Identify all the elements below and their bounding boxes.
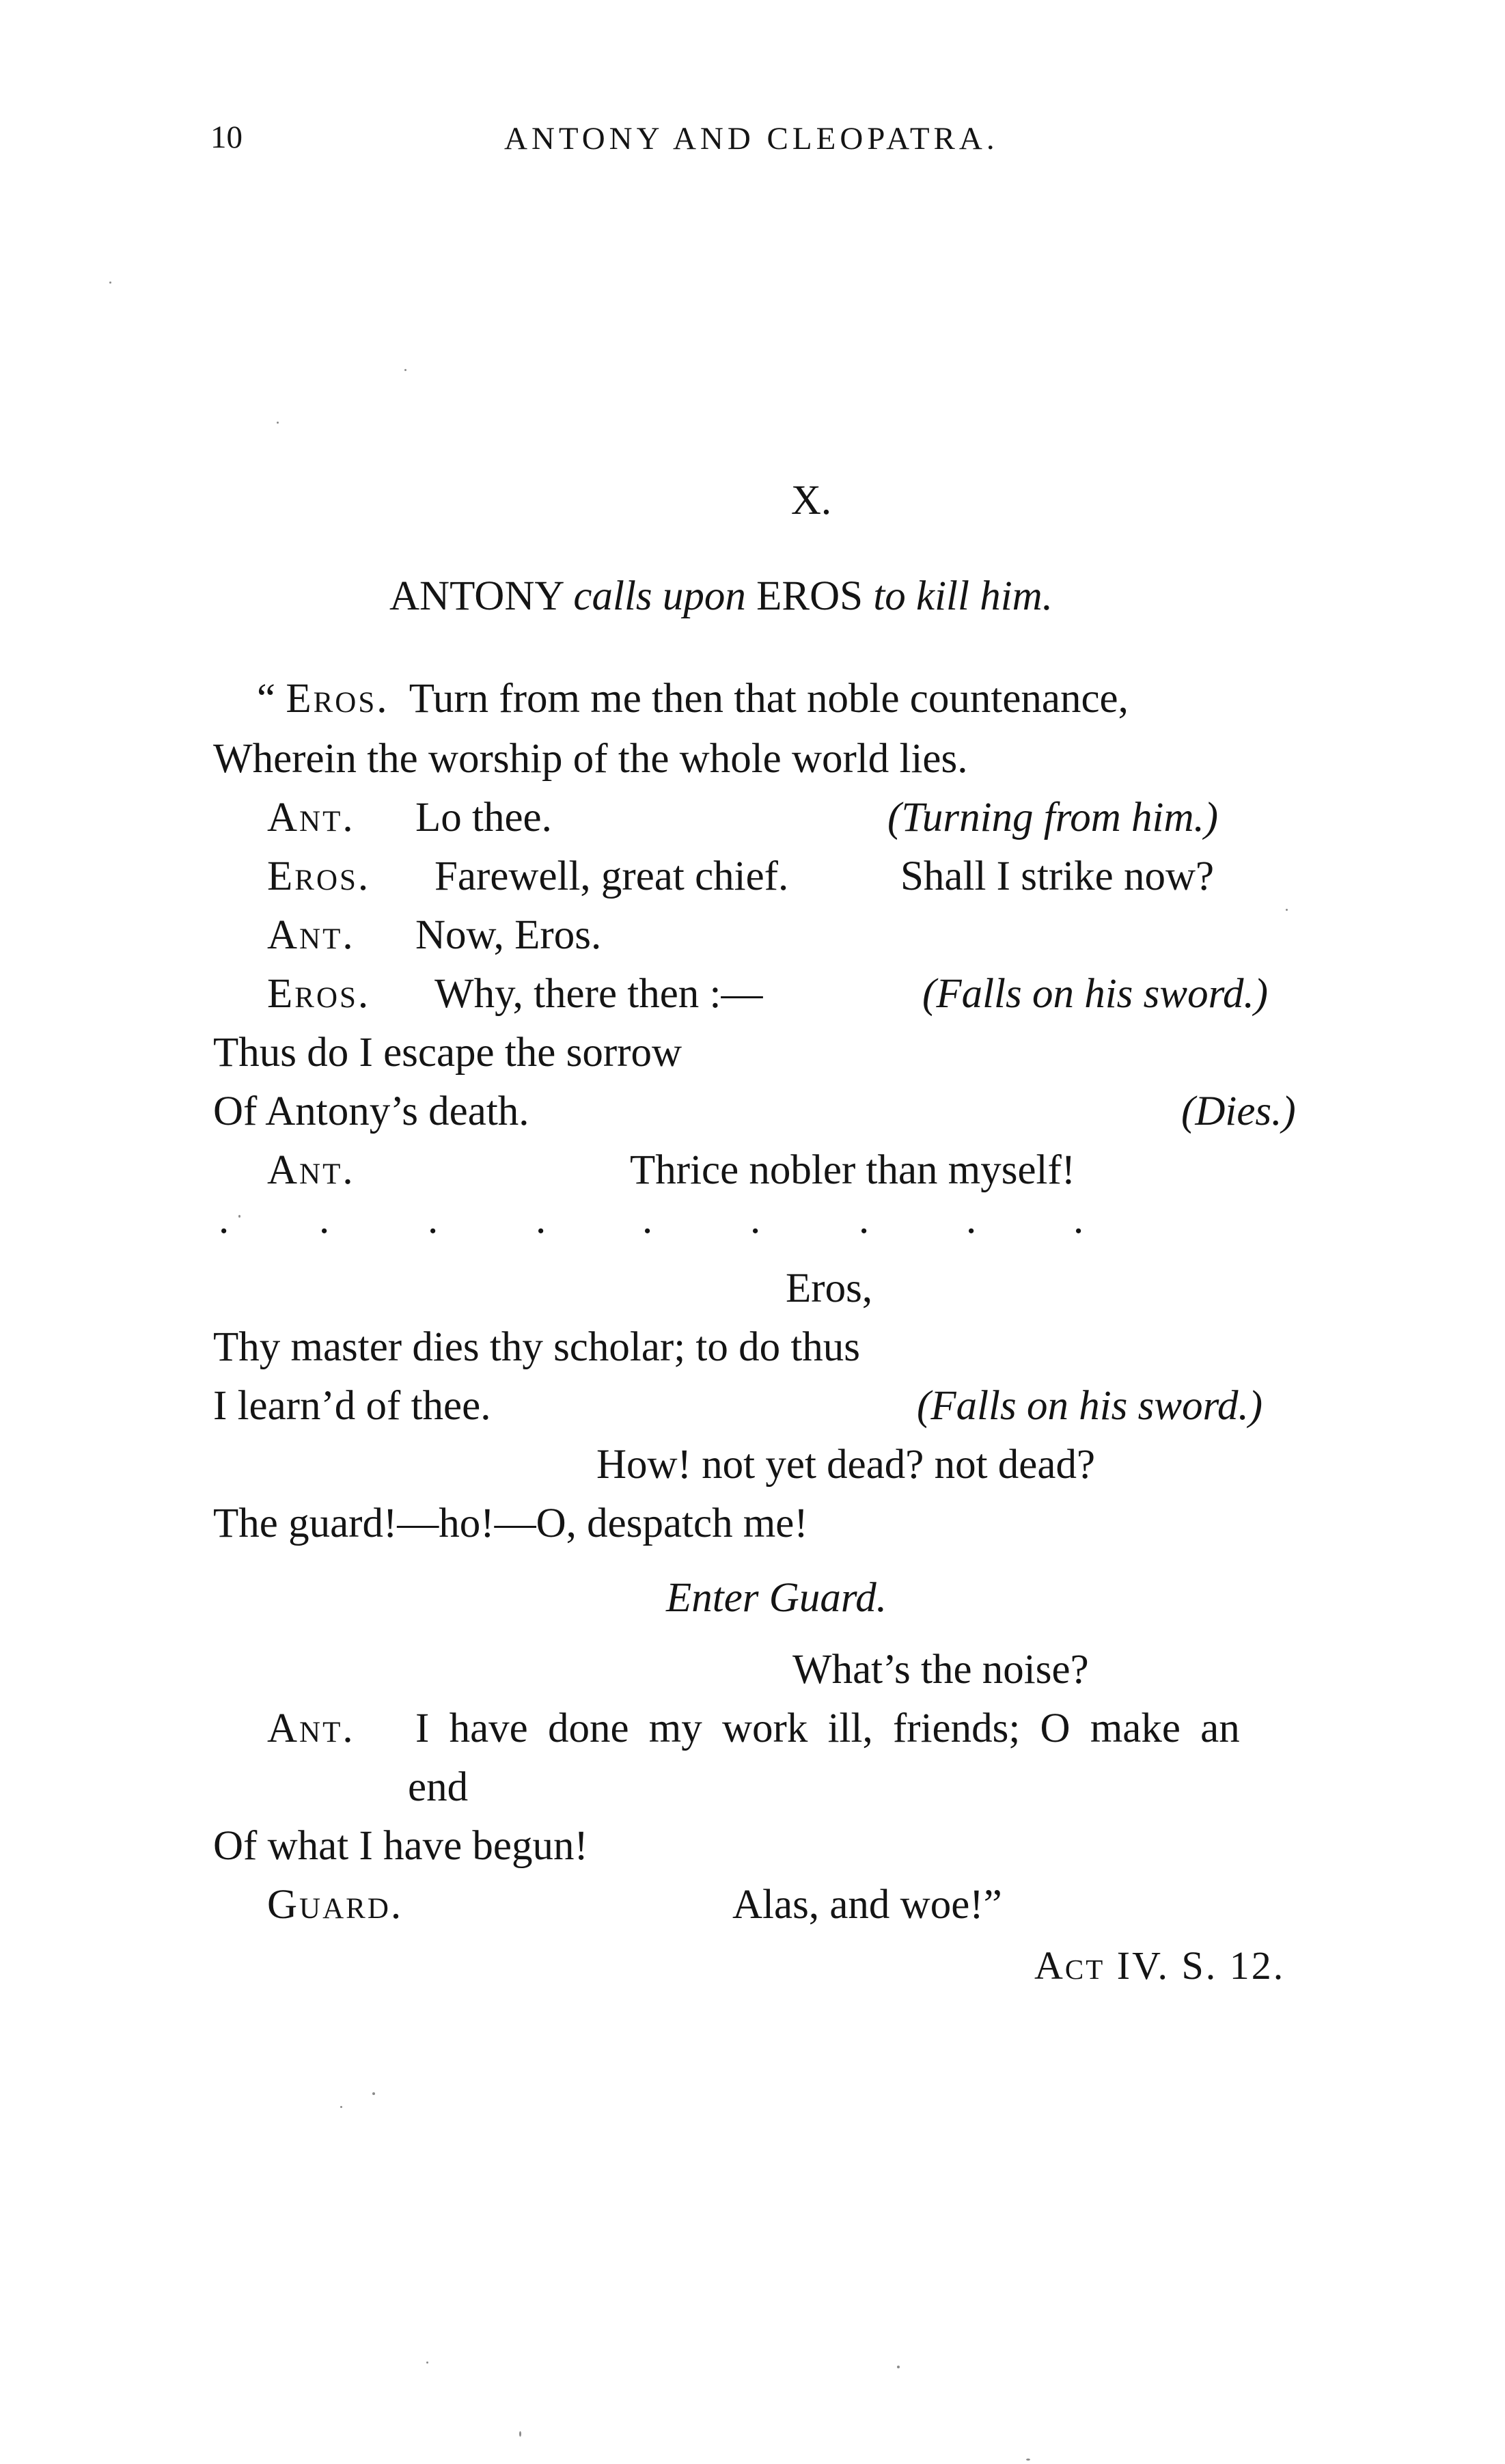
stage-direction-falls: (Falls on his sword.) [917,1383,1263,1429]
dot: . [750,1196,761,1242]
heading-name-eros: EROS [756,573,864,619]
dot: . [428,1196,439,1242]
verse-line-13: How! not yet dead? not dead? [596,1442,1096,1488]
verse-line-14: The guard!—ho!—O, despatch me! [213,1501,808,1546]
paper-speck [109,282,111,284]
verse-line-18: end [408,1764,469,1810]
speaker-ant: Ant. [267,912,355,958]
stage-direction-turning: (Turning from him.) [887,795,1219,840]
dot: . [642,1196,653,1242]
verse-line-12: I learn’d of thee. [213,1383,491,1429]
verse-line-4: Farewell, great chief. [434,853,789,899]
verse-line-10: Eros, [786,1265,873,1311]
section-heading [389,575,1053,617]
verse-line-7: Thus do I escape the sorrow [213,1030,682,1076]
paper-speck [372,2092,375,2095]
section-numeral: X. [790,478,832,523]
verse-line-9: Thrice nobler than myself! [630,1147,1076,1193]
speaker-ant: Ant. [267,795,355,840]
verse-line-5: Now, Eros. [415,912,602,958]
speaker-guard: Guard. [267,1882,404,1928]
paper-speck [238,1215,240,1218]
verse-line-8: Of Antony’s death. [213,1089,529,1134]
stage-direction-falls: (Falls on his sword.) [922,971,1269,1017]
heading-name-antony: ANTONY [389,573,564,619]
dot: . [859,1196,870,1242]
dot: . [966,1196,977,1242]
verse-line-20: Alas, and woe!” [732,1882,1002,1928]
heading-verb: calls upon [573,573,746,619]
paper-speck [1026,2459,1030,2461]
paper-speck [897,2366,900,2368]
paper-speck [404,369,406,371]
paper-speck [519,2431,521,2437]
page-number: 10 [210,120,243,155]
verse-line-1 [257,678,1129,720]
speaker-ant: Ant. [267,1706,355,1751]
verse-line-2: Wherein the worship of the whole world lies. [213,736,968,782]
speaker-ant: Ant. [267,1147,355,1193]
verse-line-11: Thy master dies thy scholar; to do thus [213,1324,861,1370]
speaker-eros: Eros. [286,676,389,722]
verse-line-16: What’s the noise? [792,1647,1089,1693]
stage-direction-enter-guard: Enter Guard. [666,1575,887,1621]
paper-speck [340,2106,342,2108]
verse-line-19: Of what I have begun! [213,1823,588,1869]
paper-speck [277,422,279,424]
heading-rest: to kill him. [873,573,1053,619]
dot: . [319,1196,330,1242]
running-title: ANTONY AND CLEOPATRA. [504,121,999,156]
paper-speck [1286,909,1288,911]
verse-line-17: I have done my work ill, friends; O make an [415,1706,1240,1751]
speaker-eros: Eros. [267,971,371,1017]
dot: . [1073,1196,1084,1242]
speech-text: Turn from me then that noble countenance, [409,676,1129,722]
verse-line-4-continued: Shall I strike now? [900,853,1215,899]
dot: . [219,1196,230,1242]
dot: . [536,1196,547,1242]
speaker-eros: Eros. [267,853,371,899]
verse-line-6: Why, there then :— [434,971,763,1017]
stage-direction-dies: (Dies.) [1181,1089,1296,1134]
paper-speck [426,2362,428,2364]
verse-line-3: Lo thee. [415,795,552,840]
open-quote: “ [257,676,276,722]
act-scene-citation: Act IV. S. 12. [1034,1943,1286,1988]
